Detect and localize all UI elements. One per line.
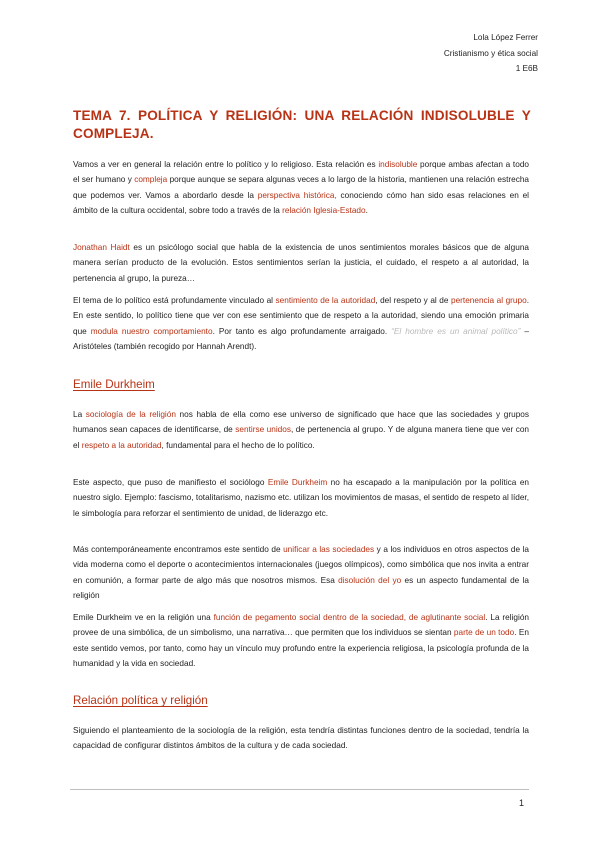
highlight-compleja: compleja	[134, 175, 168, 185]
highlight-pegamento: función de pegamento social dentro de la sociedad, de aglutinante social	[213, 613, 486, 622]
highlight-autoridad: sentimiento de la autoridad	[275, 296, 376, 305]
section-heading-durkheim: Emile Durkheim	[73, 378, 155, 391]
paragraph-politico: El tema de lo político está profundamente vinculado al sentimiento de la autoridad, del respeto y al de pertenencia al grupo. En este sentido, lo político tiene que ver con ese sentimiento que de respeto a la autoridad, siendo una emoción primaria que modula nuestro comportamiento. Por tanto es algo profundamente arraigado. “El hombre es un animal político” –Aristóteles (también recogido por Hannah Arendt).	[73, 296, 529, 352]
highlight-pertenencia: pertenencia al grupo	[450, 296, 527, 305]
highlight-perspectiva: perspectiva histórica,	[257, 190, 337, 200]
quote-aristoteles: “El hombre es un animal político”	[391, 326, 521, 336]
highlight-todo: parte de un todo	[453, 628, 515, 638]
highlight-indisoluble: indisoluble	[378, 160, 418, 169]
highlight-unidos: sentirse unidos	[235, 425, 291, 435]
page-number: 1	[518, 798, 524, 808]
section-heading-relacion: Relación política y religión	[73, 694, 208, 707]
highlight-haidt: Jonathan Haidt	[73, 243, 130, 252]
highlight-iglesia-estado: relación Iglesia-Estado	[282, 206, 366, 216]
paragraph-haidt: Jonathan Haidt es un psicólogo social que habla de la existencia de unos sentimientos morales básicos que de alguna manera serían producto de la evolución. Estos sentimientos serían la justicia, el cuidado, el respeto a al autoridad, la pertenencia al grupo, la pureza…	[73, 243, 529, 283]
header-group: 1 E6B	[515, 64, 538, 73]
footer-divider	[70, 789, 529, 790]
page-header	[444, 30, 538, 77]
paragraph-manipulacion: Este aspecto, que puso de manifiesto el sociólogo Emile Durkheim no ha escapado a la manipulación por la política en nuestro siglo. Ejemplo: fascismo, totalitarismo, nazismo etc. utilizan los movimientos de masas, el sentido de respeto al líder, le simbología para reforzar el sentimiento de unidad, de liderazgo etc.	[73, 478, 529, 518]
paragraph-contemporaneo: Más contemporáneamente encontramos este sentido de unificar a las sociedades y a los individuos en otros aspectos de la vida moderna como el deporte o acontecimientos internacionales (juegos olímpicos), como simbólica que nos invita a entrar en comunión, a formar parte de algo más que nosotros mismos. Esa disolución del yo es un aspecto fundamental de la religión	[73, 545, 530, 601]
highlight-durkheim: Emile Durkheim	[267, 478, 328, 487]
highlight-respeto: respeto a la autoridad	[81, 440, 162, 450]
highlight-disolucion: disolución del yo	[338, 575, 402, 585]
paragraph-intro: Vamos a ver en general la relación entre lo político y lo religioso. Esta relación es indisoluble porque ambas afectan a todo el ser humano y compleja porque aunque se separa algunas veces a lo largo de la historia, mantienen una relación estrecha que podemos ver. Vamos a abordarlo desde la perspectiva histórica, conociendo cómo han sido esas relaciones en el ámbito de la cultura occidental, sobre todo a través de la relación Iglesia-Estado.	[73, 160, 529, 216]
paragraph-planteamiento: Siguiendo el planteamiento de la sociología de la religión, esta tendría distintas funciones dentro de la sociedad, tendría la capacidad de configurar distintos ámbitos de la cultura y de cada sociedad.	[73, 726, 529, 751]
highlight-sociologia: sociología de la religión	[85, 410, 176, 419]
paragraph-pegamento: Emile Durkheim ve en la religión una función de pegamento social dentro de la sociedad, de aglutinante social. La religión provee de una simbólica, de un simbolismo, una narrativa… que permiten que los individuos se sientan parte de un todo. En este sentido vemos, por tanto, como hay un vínculo muy profundo entre la experiencia religiosa, la psicología profunda de la humanidad y la vida en sociedad.	[73, 613, 530, 669]
paragraph-sociologia: La sociología de la religión nos habla de ella como ese universo de significado que hace que las sociedades y grupos humanos sean capaces de identificarse, de sentirse unidos, de pertenencia al grupo. Y de alguna manera tiene que ver con el respeto a la autoridad, fundamental para el hecho de lo político.	[73, 410, 529, 450]
document-title: TEMA 7. POLÍTICA Y RELIGIÓN: UNA RELACIÓN INDISOLUBLE Y COMPLEJA.	[73, 108, 531, 141]
header-author: Lola López Ferrer	[473, 33, 538, 42]
highlight-unificar: unificar a las sociedades	[283, 545, 375, 554]
highlight-modula: modula nuestro comportamiento	[90, 326, 213, 336]
header-course: Cristianismo y ética social	[443, 48, 538, 58]
